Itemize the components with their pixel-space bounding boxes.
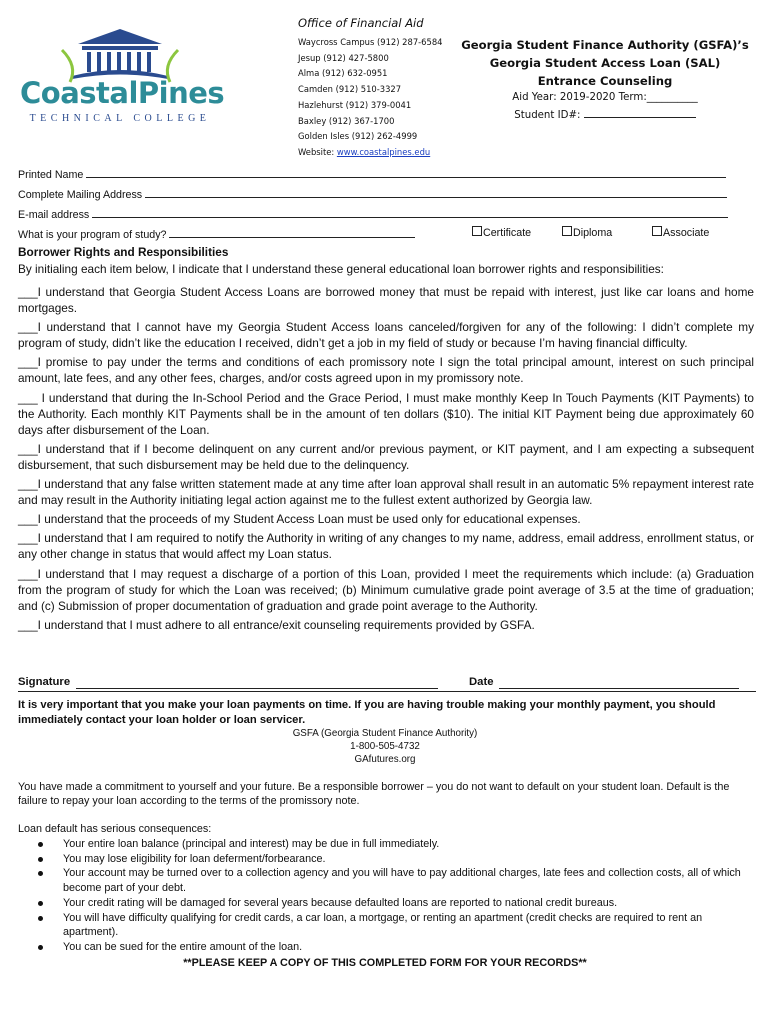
campus-phone: Hazlehurst (912) 379-0041 [298,99,412,110]
mailing-address-label: Complete Mailing Address [18,189,143,201]
default-intro: Loan default has serious consequences: [18,823,212,835]
initial-item[interactable]: ___I understand that I may request a discharge of a portion of this Loan, provided I meet the requirements which include: (a) Graduation from the program of study for which the Loan was received; (b) Minimum cumulative grade point average of 3.5 at the time of graduation; and (c) Submission of proper documentation of graduation and grade point average to the Authority. [18,566,754,613]
important-notice: It is very important that you make your loan payments on time. If you are having trouble making your monthly payment, you should immediately contact your loan holder or loan servicer. [18,699,716,726]
date-line[interactable] [499,688,739,689]
list-item [38,911,754,940]
email-label: E-mail address [18,209,90,221]
consequences-list [38,837,754,955]
initial-item[interactable]: ___I understand that I cannot have my Georgia Student Access loans canceled/forgiven for any of the following: I didn’t complete my program of study, didn’t like the education I received, didn’t get a job in my field of study or because I’m having financial difficulty. [18,320,754,351]
bullet-icon [38,945,43,950]
coastal-pines-logo [20,26,225,130]
gsfa-title-block [455,36,755,124]
list-item [38,866,754,895]
website-line [298,145,458,161]
bullet-icon [38,857,43,862]
initial-item[interactable]: ___I understand that if I become delinquent on any current and/or previous payment, or KIT payment, and I am expecting a subsequent disbursement, that such disbursement may be held due to the delinquency. [18,441,754,472]
student-id-blank[interactable] [584,106,696,118]
financial-aid-office-contacts [298,16,458,161]
initial-item[interactable]: ___I understand that I am required to notify the Authority in writing of any changes to my name, address, email address, enrollment status, or any other change in status that would affect my Loan status. [18,531,754,562]
program-blank[interactable] [169,226,415,238]
logo-college-subtitle: TECHNICAL COLLEGE [29,113,211,124]
signature-line[interactable] [76,688,438,689]
date-label: Date [469,676,494,688]
program-label: What is your program of study? [18,229,167,241]
initial-item[interactable]: ___I understand that the proceeds of my Student Access Loan must be used only for educational expenses. [18,512,581,527]
checkbox-box[interactable] [562,226,572,236]
campus-phone: Baxley (912) 367-1700 [298,115,395,126]
consequence-text: You can be sued for the entire amount of the loan. [63,940,303,953]
program-field[interactable] [18,226,438,243]
diploma-checkbox[interactable] [562,226,612,239]
initial-item[interactable]: ___I understand that Georgia Student Access Loans are borrowed money that must be repaid with interest, just like car loans and home mortgages. [18,285,754,315]
printed-name-label: Printed Name [18,169,84,181]
certificate-checkbox[interactable] [472,226,531,239]
email-blank[interactable] [92,206,728,218]
checkbox-box[interactable] [652,226,662,236]
certificate-label: Certificate [483,227,532,239]
mailing-address-field[interactable] [18,186,758,203]
bullet-icon [38,842,43,847]
consequence-text: You will have difficulty qualifying for credit cards, a car loan, a mortgage, or renting an apartment (credit checks are required to rent an apartment). [63,911,703,939]
email-field[interactable] [18,206,758,223]
commitment-paragraph: You have made a commitment to yourself and your future. Be a responsible borrower – you do not want to default on your student loan. Default is the failure to repay your loan according to the terms of the promissory note. [18,781,730,808]
form-header [0,0,770,157]
rights-items [18,284,754,636]
list-item [38,896,754,911]
printed-name-field[interactable] [18,166,758,183]
logo-college-name: CoastalPines [20,76,225,110]
office-title: Office of Financial Aid [298,16,424,30]
gsfa-title-line-1: Georgia Student Finance Authority (GSFA)’s [461,38,749,52]
initial-item[interactable]: ___I understand that any false written statement made at any time after loan approval shall result in an automatic 5% repayment interest rate and may result in the Authority initiating legal action against me to the fullest extent authorized by Georgia law. [18,476,754,507]
consequence-text: Your credit rating will be damaged for several years because defaulted loans are reported to national credit bureaus. [63,896,618,909]
associate-checkbox[interactable] [652,226,709,239]
gsfa-contact-name: GSFA (Georgia Student Finance Authority) [292,728,478,739]
bullet-icon [38,871,43,876]
list-item [38,940,754,955]
student-id-label: Student ID#: [514,110,581,121]
initial-item[interactable]: ___ I understand that during the In-School Period and the Grace Period, I must make monthly Keep In Touch Payments (KIT Payments) to the Authority. Each monthly KIT Payments shall be in the amount of ten dollars ($10). The initial KIT Payment being due approximately 60 days after disbursement of the Loan. [18,390,754,437]
printed-name-blank[interactable] [86,166,726,178]
consequence-text: Your account may be turned over to a collection agency and you will have to pay additional charges, late fees and collection costs, all of which become part of your debt. [63,867,741,895]
campus-phone: Waycross Campus (912) 287-6584 [298,37,443,47]
bullet-icon [38,901,43,906]
associate-label: Associate [663,227,710,239]
campus-phone: Camden (912) 510-3327 [298,84,402,95]
gsfa-contact [0,727,770,766]
list-item [38,852,754,867]
rights-intro: By initialing each item below, I indicate that I understand these general educational loan borrower rights and responsibilities: [18,262,664,276]
gsfa-contact-phone: 1-800-505-4732 [350,741,420,752]
campus-phone: Golden Isles (912) 262-4999 [298,131,418,142]
signature-label: Signature [18,676,71,688]
divider-line [18,691,756,692]
list-item [38,837,754,852]
gsfa-title-line-3: Entrance Counseling [537,74,673,88]
website-link[interactable]: www.coastalpines.edu [336,146,431,157]
gsfa-contact-web: GAfutures.org [354,754,416,765]
campus-phone: Alma (912) 632-0951 [298,68,388,79]
consequence-text: You may lose eligibility for loan deferment/forbearance. [63,852,326,865]
aid-year-term-field[interactable]: Aid Year: 2019-2020 Term:__________ [512,92,698,103]
gsfa-title-line-2: Georgia Student Access Loan (SAL) [489,56,721,70]
initial-item[interactable]: ___I promise to pay under the terms and conditions of each promissory note I sign the total principal amount, interest on such principal amount, late fees, and any other fees, charges, and/or costs agreed upon in my promissory note. [18,355,754,386]
campus-phone: Jesup (912) 427-5800 [298,52,389,63]
keep-copy-notice: **PLEASE KEEP A COPY OF THIS COMPLETED FORM FOR YOUR RECORDS** [183,957,587,969]
rights-section-title: Borrower Rights and Responsibilities [18,245,229,259]
student-id-field[interactable] [455,106,755,124]
checkbox-box[interactable] [472,226,482,236]
website-label: Website: [298,146,337,157]
bullet-icon [38,916,43,921]
mailing-address-blank[interactable] [145,186,727,198]
initial-item[interactable]: ___I understand that I must adhere to all entrance/exit counseling requirements provided by GSFA. [18,617,535,632]
diploma-label: Diploma [573,227,613,239]
consequence-text: Your entire loan balance (principal and interest) may be due in full immediately. [63,838,440,850]
